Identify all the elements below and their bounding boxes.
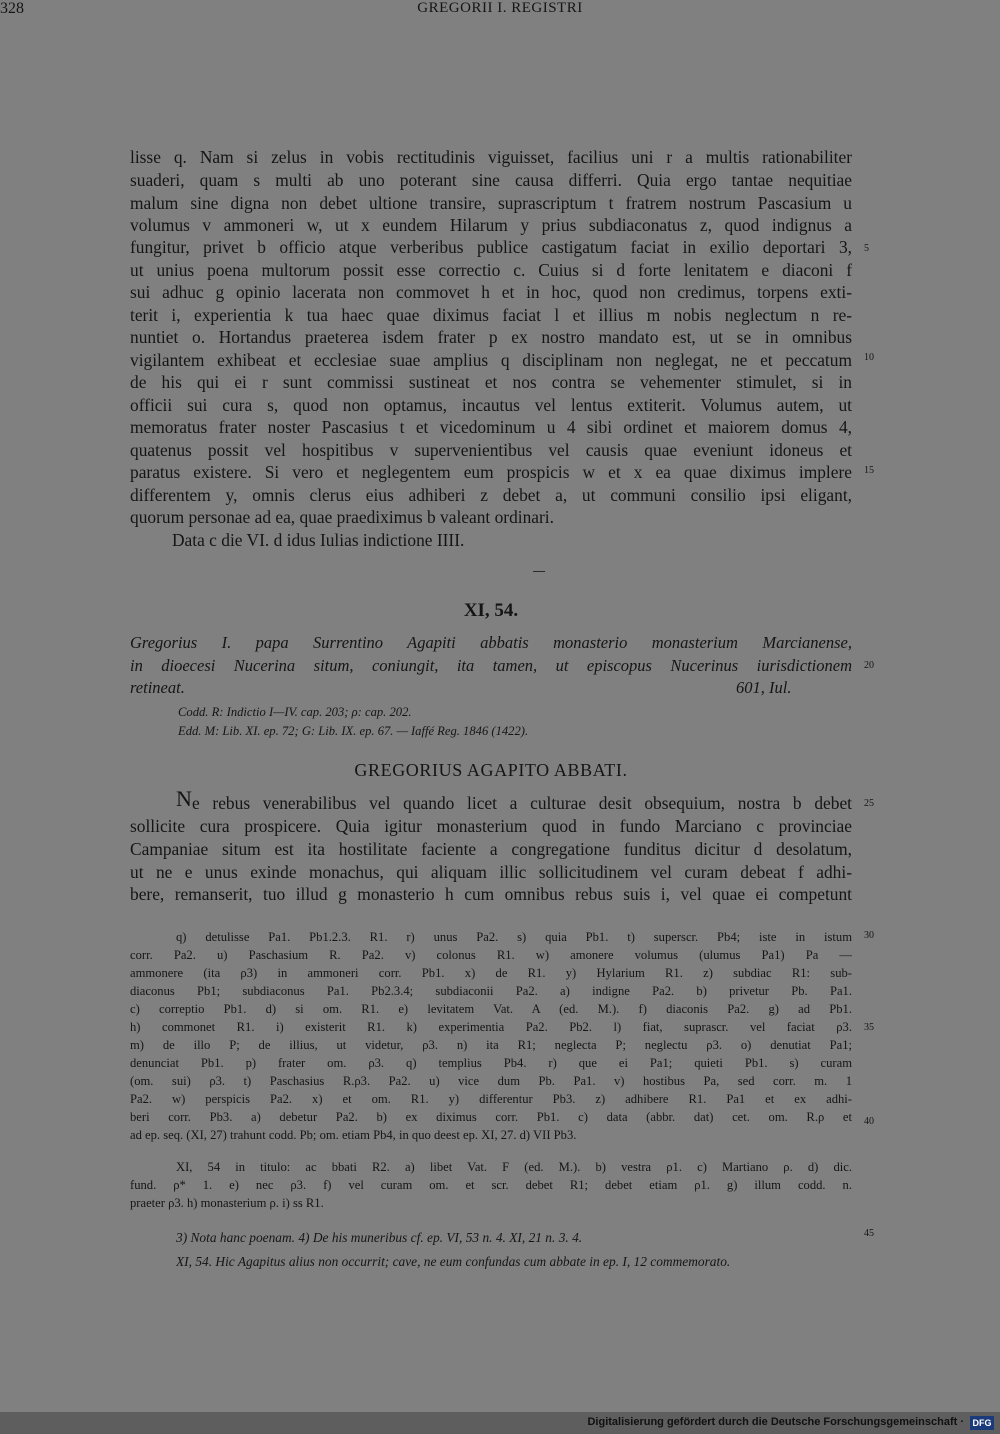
summary-line: Gregorius I. papa Surrentino Agapiti abbatis monasterio monasterium Marcianense, — [130, 633, 852, 652]
editions-line: Edd. M: Lib. XI. ep. 72; G: Lib. IX. ep. 67. — Iaffé Reg. 1846 (1422). — [178, 724, 529, 738]
line-number: 40 — [864, 1116, 874, 1127]
apparatus-line: praeter ρ3. h) monasterium ρ. i) ss R1. — [130, 1196, 324, 1210]
text-line: paratus existere. Si vero et neglegentem eum prospicis w et x ea quae diximus implere — [130, 462, 852, 482]
text-line: quatenus possit vel hospitibus v supervenientibus vel causis quae eveniunt idoneus et — [130, 440, 852, 460]
section-number: XI, 54. — [463, 600, 519, 621]
text-line: nuntiet o. Hortandus praeterea isdem frater p ex nostro mandato est, ut se in omnibus — [130, 327, 852, 347]
text-line: sollicite cura prospicere. Quia igitur monasterium quod in fundo Marciano c provinciae — [130, 816, 852, 836]
line-number: 35 — [864, 1022, 874, 1033]
text-line: de his qui ei r sunt commissi sustineat et nos contra se vehementer stimulet, si in — [130, 372, 852, 392]
running-head — [0, 0, 722, 24]
apparatus-line: (om. sui) ρ3. t) Paschasius R.ρ3. Pa2. u) vice dum Pb. Pa1. v) hostibus Pa, sed corr. m. 1 — [130, 1074, 852, 1088]
text-line: lisse q. Nam si zelus in vobis rectitudinis viguisset, facilius uni r a multis rationabiliter — [130, 147, 852, 167]
line-number: 25 — [864, 798, 874, 809]
apparatus-line: XI, 54 in titulo: ac bbati R2. a) libet Vat. F (ed. M.). b) vestra ρ1. c) Martiano ρ. d) dic. — [176, 1160, 852, 1174]
running-title: GREGORII I. REGISTRI — [417, 0, 583, 16]
line-number: 15 — [864, 465, 874, 476]
text-line: ut ne e unus exinde monachus, qui aliquam illic sollicitudinem vel curam debeat f adhi- — [130, 862, 852, 882]
text-line: terit i, experientia k tua haec quae diximus faciat l et illius m nobis neglectum n re- — [130, 305, 852, 325]
text-line: ut unius poena multorum possit esse correctio c. Cuius si d forte lenitatem e diaconi f — [130, 260, 852, 280]
line-number: 10 — [864, 352, 874, 363]
apparatus-line: h) commonet R1. i) existerit R1. k) experimentia Pa2. Pb2. l) fiat, suprascr. vel faciat ρ3. — [130, 1020, 852, 1034]
summary-line: in dioecesi Nucerina situm, coniungit, ita tamen, ut episcopus Nucerinus iurisdictionem — [130, 656, 852, 675]
apparatus-line: beri corr. Pb3. a) debetur Pa2. b) ex diximus corr. Pb1. c) data (abbr. dat) cet. om. R.ρ et — [130, 1110, 852, 1124]
text-line: bere, remanserit, tuo illud g monasterio h cum omnibus rebus suis i, vel quae ei competunt — [130, 884, 852, 904]
text-line: sui adhuc g opinio lacerata non commovet h et in hoc, quod non credimus, torpens exti- — [130, 282, 852, 302]
letter-address: GREGORIUS AGAPITO ABBATI. — [354, 760, 628, 780]
line-number: 30 — [864, 930, 874, 941]
footer-credit: Digitalisierung gefördert durch die Deutsche Forschungsgemeinschaft · — [587, 1416, 964, 1428]
footer-bar — [0, 1412, 1000, 1434]
initial-letter: N — [176, 786, 192, 811]
text-line: memoratus frater noster Pascasius t et vicedominum u 4 sibi ordinet et maiorem domus 4, — [130, 417, 852, 437]
apparatus-line: diaconus Pb1; subdiaconus Pa1. Pb2.3.4; subdiaconii Pa2. a) indigne Pa2. b) privetur Pb. Pa1. — [130, 984, 852, 998]
text-line: fungitur, privet b officio atque verberibus publice castigatum faciat in exilio deportari 3, — [130, 237, 852, 257]
apparatus-line: Pa2. w) perspicis Pa2. x) et om. R1. y) differentur Pb3. z) adhibere R1. Pa1 et ex adhi- — [130, 1092, 852, 1106]
apparatus-line: fund. ρ* 1. e) nec ρ3. f) vel curam om. et scr. debet R1; debet etiam ρ1. g) illum codd. n. — [130, 1178, 852, 1192]
apparatus-line: m) de illo P; de illius, ut videtur, ρ3. n) ita R1; neglecta P; neglectu ρ3. o) denutiat Pa1; — [130, 1038, 852, 1052]
apparatus-line: denunciat Pb1. p) frater om. ρ3. q) templius Pb4. r) que ei Pa1; quieti Pb1. s) curam — [130, 1056, 852, 1070]
commentary-line: XI, 54. Hic Agapitus alius non occurrit; cave, ne eum confundas cum abbate in ep. I, 12 commemorato. — [176, 1254, 731, 1269]
summary-date: 601, Iul. — [736, 678, 792, 697]
line-number: 45 — [864, 1228, 874, 1239]
codices-line: Codd. R: Indictio I—IV. cap. 203; ρ: cap. 202. — [178, 705, 412, 719]
page-number: 328 — [0, 0, 24, 17]
apparatus-line: corr. Pa2. u) Paschasium R. Pa2. v) colonus R1. w) amonere volumus (ulumus Pa1) Pa — — [130, 948, 852, 962]
date-line: Data c die VI. d idus Iulias indictione IIII. — [172, 530, 465, 550]
apparatus-line: ad ep. seq. (XI, 27) trahunt codd. Pb; om. etiam Pb4, in quo deest ep. XI, 27. d) VII Pb3. — [130, 1128, 577, 1142]
commentary-line: 3) Nota hanc poenam. 4) De his muneribus cf. ep. VI, 53 n. 4. XI, 21 n. 3. 4. — [176, 1230, 583, 1245]
dfg-logo-icon: DFG — [970, 1416, 994, 1430]
line-number: 20 — [864, 660, 874, 671]
text-line: e rebus venerabilibus vel quando licet a culturae desit obsequium, nostra b debet — [192, 793, 852, 813]
text-line: differentem y, omnis clerus eius adhiberi z debet a, ut communi consilio ipsi eligant, — [130, 485, 852, 505]
text-line: malum sine digna non debet ultione transire, suprascriptum t fratrem nostrum Pascasium u — [130, 193, 852, 213]
section-separator — [533, 571, 545, 572]
text-line: officii sui cura s, quod non optamus, incautus vel lentus extiterit. Volumus autem, ut — [130, 395, 852, 415]
text-line: vigilantem exhibeat et ecclesiae suae amplius q disciplinam non neglegat, ne et peccatum — [130, 350, 852, 370]
line-number: 5 — [864, 243, 869, 254]
text-line: volumus v ammoneri w, ut x eundem Hilarum y prius subdiaconatus z, quod indignus a — [130, 215, 852, 235]
text-line: Campaniae situm est ita hostilitate faciente a congregatione funditus dicitur d desolatum, — [130, 839, 852, 859]
text-line: suaderi, quam s multi ab uno poterant sine causa differri. Quia ergo tantae nequitiae — [130, 170, 852, 190]
text-line: quorum personae ad ea, quae praediximus b valeant ordinari. — [130, 507, 554, 527]
apparatus-line: c) correptio Pb1. d) si om. R1. e) levitatem Vat. A (ed. M.). f) diaconis Pa2. g) ad Pb1. — [130, 1002, 852, 1016]
apparatus-line: q) detulisse Pa1. Pb1.2.3. R1. r) unus Pa2. s) quia Pb1. t) superscr. Pb4; iste in istum — [176, 930, 852, 944]
apparatus-line: ammonere (ita ρ3) in ammoneri corr. Pb1. x) de R1. y) Hylarium R1. z) subdiac R1: sub- — [130, 966, 852, 980]
summary-line: retineat. — [130, 678, 185, 697]
